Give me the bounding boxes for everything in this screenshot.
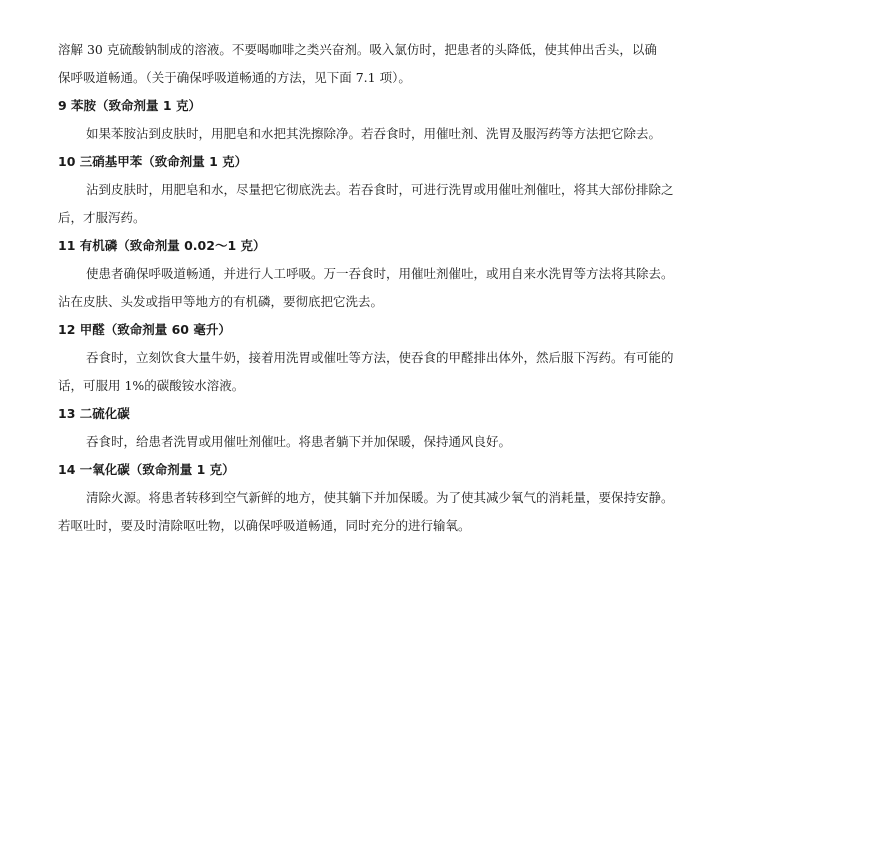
body-text-line: 如果苯胺沾到皮肤时，用肥皂和水把其洗擦除净。若吞食时，用催吐剂、洗胃及服泻药等方法把它除去。 xyxy=(86,126,662,141)
body-text-line: 沾到皮肤时，用肥皂和水，尽量把它彻底洗去。若吞食时，可进行洗胃或用催吐剂催吐，将其大部份排除之 xyxy=(86,182,674,197)
body-text-line: 后，才服泻药。 xyxy=(58,210,146,225)
section-heading-carbon-disulfide: 13 二硫化碳 xyxy=(58,406,130,421)
body-text-line: 吞食时，立刻饮食大量牛奶，接着用洗胃或催吐等方法，使吞食的甲醛排出体外，然后服下泻药。有可能的 xyxy=(86,350,674,365)
body-text-line: 话，可服用 1%的碳酸铵水溶液。 xyxy=(58,378,245,393)
body-text-line: 若呕吐时，要及时清除呕吐物，以确保呼吸道畅通，同时充分的进行输氧。 xyxy=(58,518,471,533)
body-text-line: 保呼吸道畅通。（关于确保呼吸道畅通的方法，见下面 7.1 项）。 xyxy=(58,70,411,85)
section-heading-carbon-monoxide: 14 一氧化碳（致命剂量 1 克） xyxy=(58,462,235,477)
body-text-line: 使患者确保呼吸道畅通，并进行人工呼吸。万一吞食时，用催吐剂催吐，或用自来水洗胃等方法将其除去。 xyxy=(86,266,674,281)
body-text-line: 吞食时，给患者洗胃或用催吐剂催吐。将患者躺下并加保暖，保持通风良好。 xyxy=(86,434,512,449)
body-text-line: 清除火源。将患者转移到空气新鲜的地方，使其躺下并加保暖。为了使其减少氧气的消耗量，要保持安静。 xyxy=(86,490,674,505)
body-text-line: 沾在皮肤、头发或指甲等地方的有机磷，要彻底把它洗去。 xyxy=(58,294,384,309)
body-text-line: 溶解 30 克硫酸钠制成的溶液。不要喝咖啡之类兴奋剂。吸入氯仿时，把患者的头降低，使其伸出舌头，以确 xyxy=(58,42,657,57)
section-heading-organophosphorus: 11 有机磷（致命剂量 0.02～1 克） xyxy=(58,238,266,253)
section-heading-formaldehyde: 12 甲醛（致命剂量 60 毫升） xyxy=(58,322,231,337)
section-heading-aniline: 9 苯胺（致命剂量 1 克） xyxy=(58,98,201,113)
section-heading-tnt: 10 三硝基甲苯（致命剂量 1 克） xyxy=(58,154,248,169)
